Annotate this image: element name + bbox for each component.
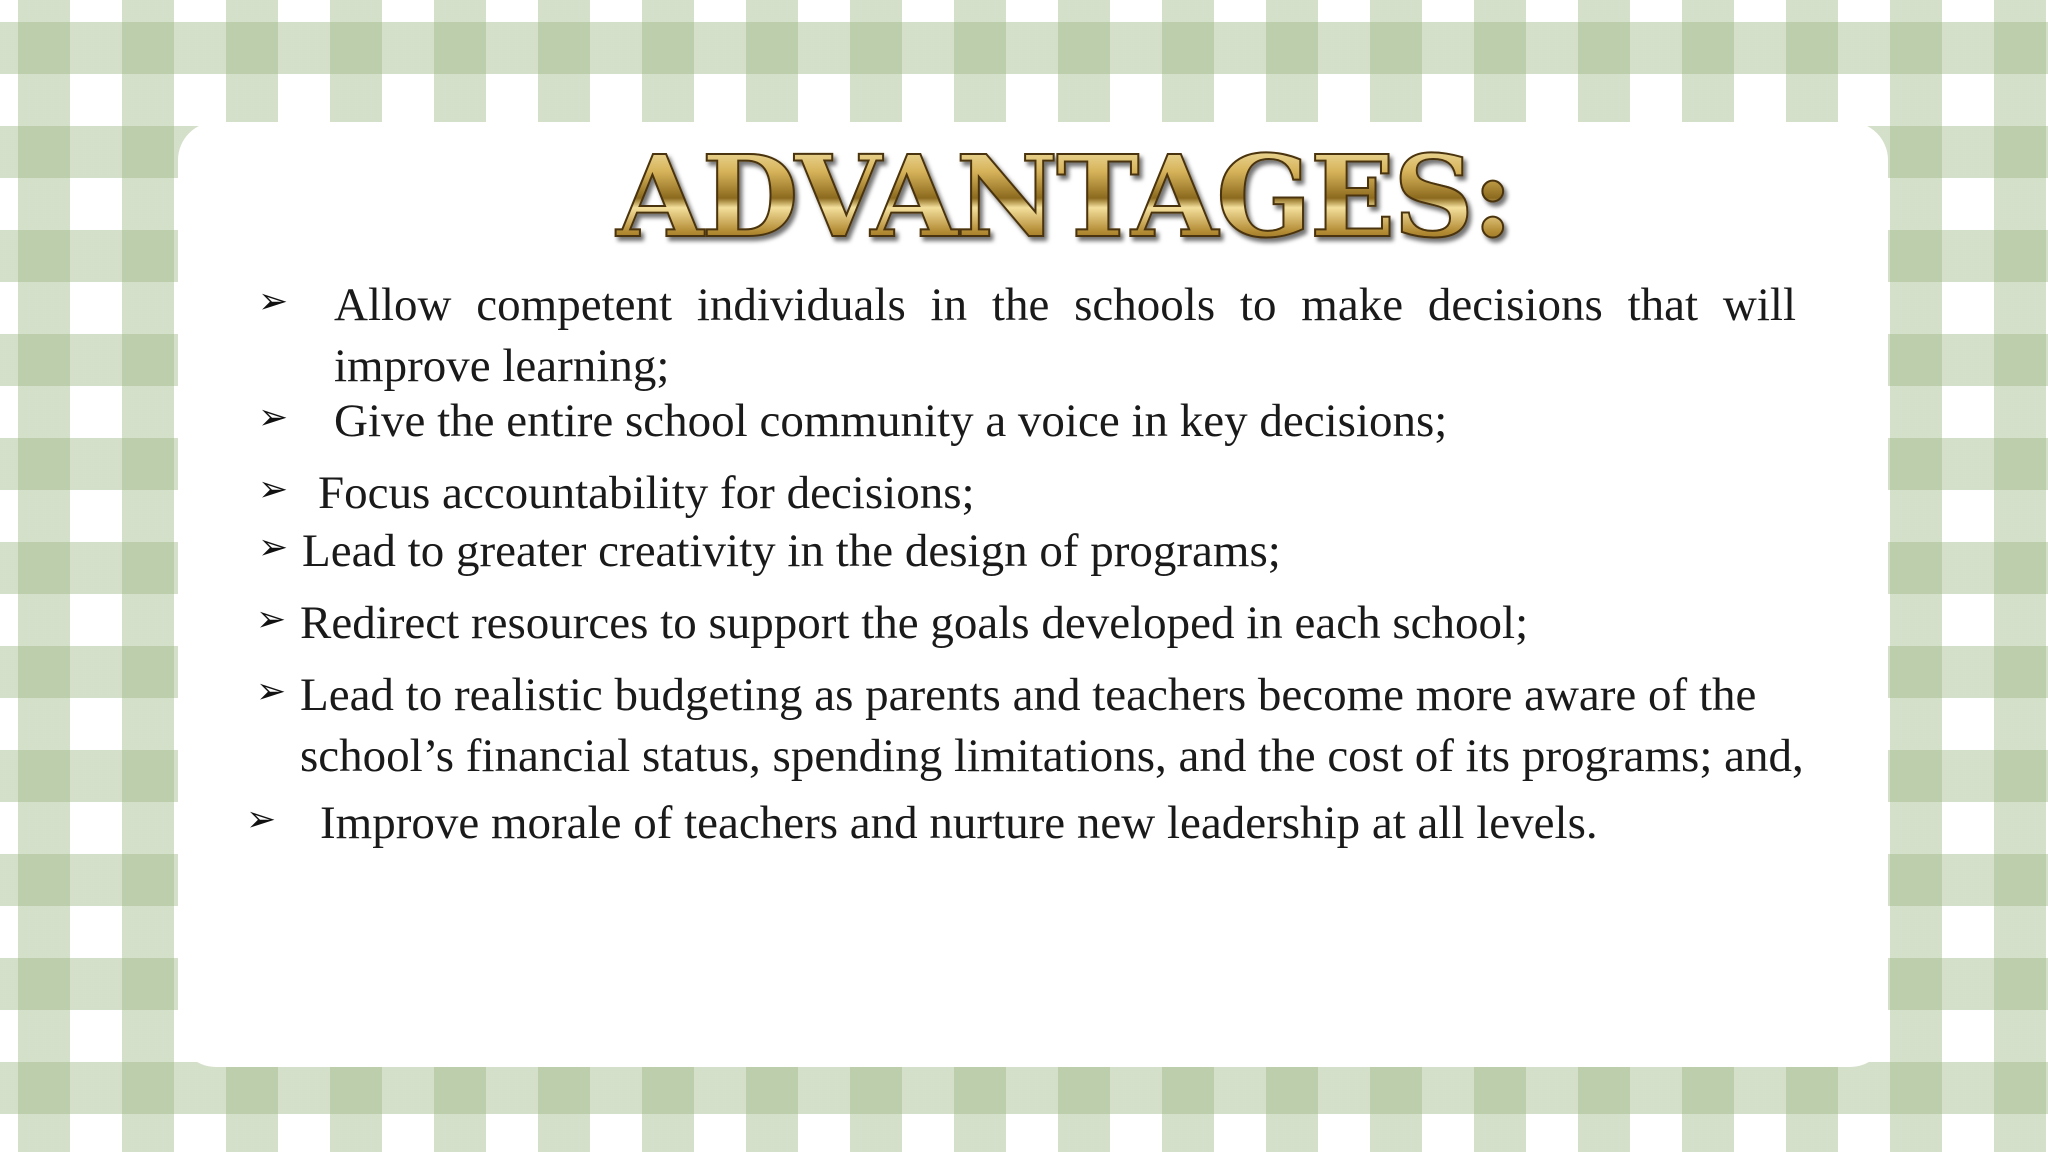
- arrow-bullet-icon: ➢: [258, 397, 289, 438]
- bullet-text-line: school’s financial status, spending limitations, and the cost of its programs; and,: [300, 730, 1804, 782]
- arrow-bullet-icon: ➢: [258, 527, 289, 568]
- arrow-bullet-icon: ➢: [256, 671, 287, 712]
- arrow-bullet-icon: ➢: [246, 799, 277, 840]
- slide-title: ADVANTAGES:: [0, 138, 2048, 258]
- bullet-text-line: Redirect resources to support the goals developed in each school;: [300, 597, 1529, 649]
- arrow-bullet-icon: ➢: [258, 281, 289, 322]
- bullet-text-line: Improve morale of teachers and nurture new leadership at all levels.: [320, 797, 1598, 849]
- arrow-bullet-icon: ➢: [256, 599, 287, 640]
- bullet-text-line: Lead to realistic budgeting as parents and teachers become more aware of the: [300, 669, 1757, 721]
- bullet-text-line: Give the entire school community a voice in key decisions;: [334, 395, 1448, 447]
- bullet-text-line: Lead to greater creativity in the design of programs;: [302, 525, 1281, 577]
- arrow-bullet-icon: ➢: [258, 469, 289, 510]
- bullet-text-line: Focus accountability for decisions;: [318, 467, 975, 519]
- bullet-text-line: improve learning;: [334, 340, 670, 392]
- bullet-text-line: Allow competent individuals in the schools to make decisions that will: [334, 279, 1796, 331]
